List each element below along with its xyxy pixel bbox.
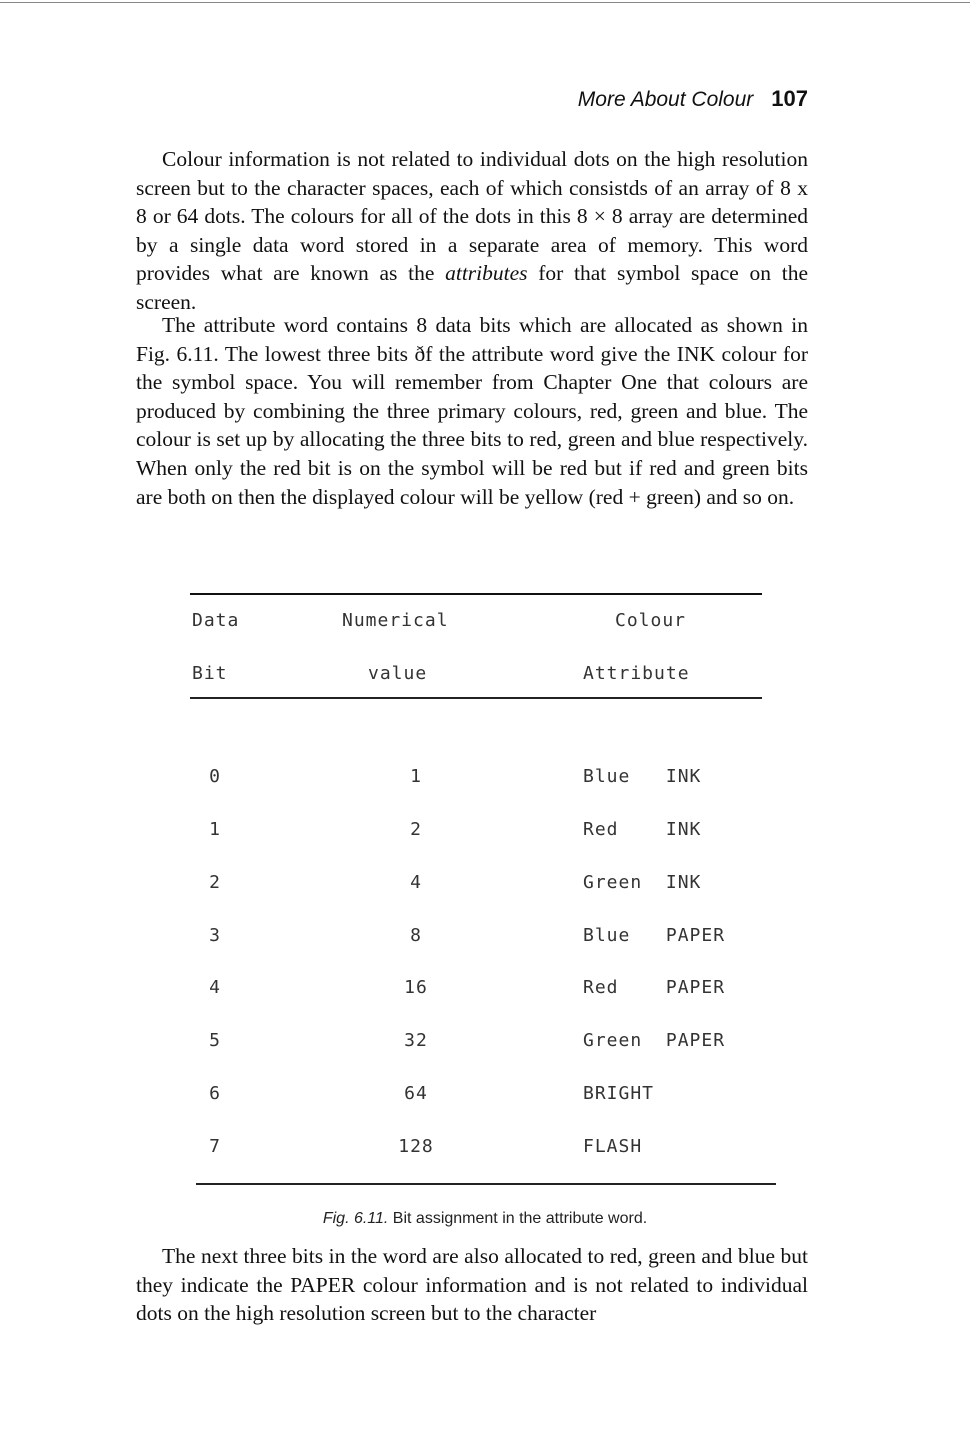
value-cell: 1 xyxy=(410,766,422,787)
value-cell: 128 xyxy=(398,1136,434,1157)
figure-caption xyxy=(0,1210,970,1228)
table-row xyxy=(190,1030,762,1056)
bit-cell: 2 xyxy=(209,872,221,893)
section-title: More About Colour xyxy=(577,88,754,111)
header-bit: Bit xyxy=(192,663,228,684)
bit-cell: 1 xyxy=(209,819,221,840)
table-row xyxy=(190,1136,762,1162)
bit-cell: 0 xyxy=(209,766,221,787)
value-cell: 32 xyxy=(404,1030,428,1051)
value-cell: 16 xyxy=(404,977,428,998)
table-row xyxy=(190,1083,762,1109)
paragraph-2: The attribute word contains 8 data bits which are allocated as shown in Fig. 6.11. The lowest three bits ðf the attribute word give the INK colour for the symbol space. You will remember from Chapter One that colours are produced by combining the three primary colours, red, green and blue. The colour is set up by allocating the three bits to red, green and blue respectively. When only the red bit is on the symbol will be red but if red and green bits are both on then the displayed colour will be yellow (red + green) and so on. xyxy=(136,313,808,509)
paragraph-1-emphasis: attributes xyxy=(445,261,528,286)
paragraph-1-text: Colour information is not related to individual dots on the high resolution screen but to the character spaces, each of which consistds of an array of 8 x 8 or 64 dots. The colours for all of the dots in this 8 × 8 array are determined by a single data word stored in a separate area of memory. This word provides what are known as the xyxy=(136,147,808,286)
table-row xyxy=(190,872,762,898)
attribute-cell: Green PAPER xyxy=(583,1030,726,1051)
value-cell: 8 xyxy=(410,925,422,946)
table-header-rule xyxy=(190,697,762,699)
table-top-rule xyxy=(190,593,762,595)
bit-cell: 4 xyxy=(209,977,221,998)
bit-cell: 6 xyxy=(209,1083,221,1104)
figure-caption-text: Bit assignment in the attribute word. xyxy=(388,1210,648,1227)
paragraph-1 xyxy=(136,145,808,317)
header-data: Data xyxy=(192,610,240,631)
attribute-cell: Blue PAPER xyxy=(583,925,726,946)
page-top-rule xyxy=(0,2,970,3)
header-numerical: Numerical xyxy=(342,610,449,631)
table-row xyxy=(190,925,762,951)
header-colour: Colour xyxy=(615,610,687,631)
table-row xyxy=(190,977,762,1003)
attribute-cell: Blue INK xyxy=(583,766,702,787)
page-number: 107 xyxy=(771,86,808,111)
value-cell: 4 xyxy=(410,872,422,893)
attribute-cell: Red PAPER xyxy=(583,977,726,998)
running-header xyxy=(578,86,808,112)
attribute-cell: Green INK xyxy=(583,872,702,893)
header-attribute: Attribute xyxy=(583,663,690,684)
bit-cell: 7 xyxy=(209,1136,221,1157)
attribute-cell: FLASH xyxy=(583,1136,643,1157)
paragraph-3: The next three bits in the word are also allocated to red, green and blue but they indicate the PAPER colour information and is not related to individual dots on the high resolution screen but to the character xyxy=(136,1244,808,1326)
table-row xyxy=(190,819,762,845)
table-row xyxy=(190,766,762,792)
attribute-cell: Red INK xyxy=(583,819,702,840)
value-cell: 2 xyxy=(410,819,422,840)
header-value: value xyxy=(368,663,428,684)
bit-cell: 3 xyxy=(209,925,221,946)
paragraph-1-text-end: for that symbol space on the screen. xyxy=(136,261,808,314)
figure-label: Fig. 6.11. xyxy=(322,1210,389,1227)
bit-cell: 5 xyxy=(209,1030,221,1051)
attribute-cell: BRIGHT xyxy=(583,1083,655,1104)
table-bottom-rule xyxy=(196,1183,776,1185)
value-cell: 64 xyxy=(404,1083,428,1104)
